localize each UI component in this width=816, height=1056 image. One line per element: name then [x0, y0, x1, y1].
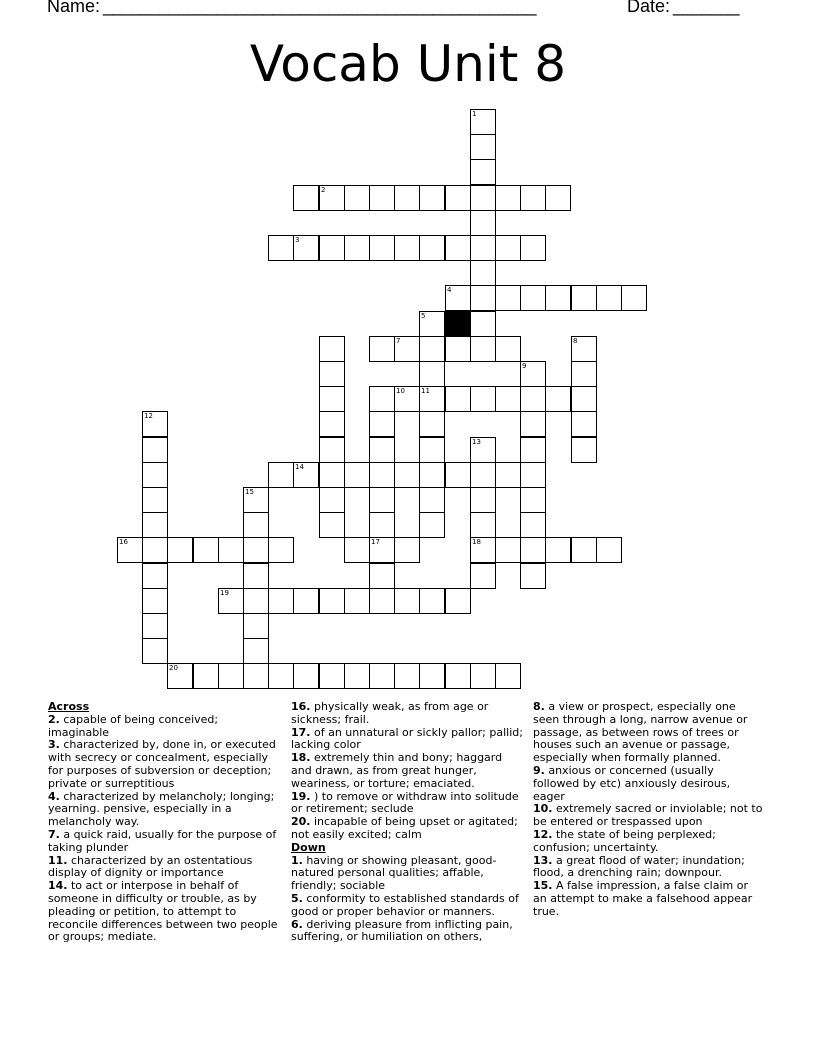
grid-cell[interactable]	[571, 336, 597, 362]
grid-cell[interactable]	[319, 386, 345, 412]
grid-cell[interactable]	[344, 588, 370, 614]
grid-cell[interactable]	[319, 588, 345, 614]
grid-cell[interactable]	[268, 462, 294, 488]
grid-cell[interactable]	[369, 512, 395, 538]
across-clue: 17. of an unnatural or sickly pallor; pallid; lacking color	[291, 725, 523, 752]
down-clue: 15. A false impression, a false claim or an attempt to make a falsehood appear true.	[533, 879, 753, 918]
grid-cell[interactable]	[369, 487, 395, 513]
grid-cell[interactable]	[218, 663, 244, 689]
grid-cell[interactable]	[470, 462, 496, 488]
page-title: Vocab Unit 8	[249, 35, 567, 93]
grid-cell[interactable]	[495, 386, 521, 412]
grid-cell[interactable]	[394, 336, 420, 362]
grid-cell[interactable]	[419, 411, 445, 437]
grid-cell[interactable]	[369, 588, 395, 614]
grid-cell[interactable]	[344, 235, 370, 261]
grid-cell[interactable]	[571, 411, 597, 437]
grid-cell[interactable]	[369, 386, 395, 412]
grid-cell[interactable]	[142, 613, 168, 639]
grid-cell[interactable]	[142, 512, 168, 538]
clue-number: 16	[119, 538, 128, 546]
date-label: Date:	[627, 0, 671, 16]
grid-cell[interactable]	[470, 386, 496, 412]
clue-number: 5	[421, 312, 426, 320]
name-label: Name:	[47, 0, 101, 16]
name-field-line[interactable]: ______________________________________________	[103, 0, 536, 16]
grid-cell[interactable]	[545, 285, 571, 311]
grid-cell[interactable]	[319, 185, 345, 211]
grid-cell[interactable]	[369, 537, 395, 563]
grid-cell[interactable]	[369, 663, 395, 689]
grid-cell[interactable]	[520, 285, 546, 311]
grid-cell[interactable]	[243, 638, 269, 664]
grid-cell[interactable]	[394, 462, 420, 488]
grid-cell[interactable]	[596, 285, 622, 311]
clue-number: 9	[522, 362, 527, 370]
grid-cell[interactable]	[470, 260, 496, 286]
grid-cell[interactable]	[293, 663, 319, 689]
grid-cell[interactable]	[470, 185, 496, 211]
grid-cell[interactable]	[142, 487, 168, 513]
across-clue: 19. ) to remove or withdraw into solitude or retirement; seclude	[291, 789, 519, 816]
grid-cell[interactable]	[470, 563, 496, 589]
grid-cell[interactable]	[268, 588, 294, 614]
grid-cell[interactable]	[495, 663, 521, 689]
clue-number: 19	[220, 589, 229, 597]
grid-cell[interactable]	[419, 487, 445, 513]
grid-cell[interactable]	[470, 663, 496, 689]
clue-number: 1	[472, 110, 477, 118]
grid-cell[interactable]	[520, 512, 546, 538]
grid-cell[interactable]	[369, 462, 395, 488]
grid-cell[interactable]	[243, 588, 269, 614]
grid-cell[interactable]	[344, 663, 370, 689]
clue-number: 17	[371, 538, 380, 546]
grid-cell[interactable]	[545, 185, 571, 211]
grid-cell[interactable]	[394, 235, 420, 261]
grid-cell[interactable]	[495, 537, 521, 563]
grid-cell[interactable]	[571, 285, 597, 311]
grid-cell[interactable]	[520, 487, 546, 513]
grid-cell[interactable]	[319, 336, 345, 362]
grid-cell[interactable]	[520, 386, 546, 412]
grid-cell[interactable]	[571, 437, 597, 463]
grid-cell[interactable]	[293, 462, 319, 488]
grid-cell[interactable]	[419, 512, 445, 538]
grid-cell[interactable]	[394, 386, 420, 412]
grid-cell[interactable]	[142, 537, 168, 563]
grid-cell[interactable]	[243, 563, 269, 589]
clue-number: 18	[472, 538, 481, 546]
grid-cell[interactable]	[520, 537, 546, 563]
clue-number: 8	[573, 337, 578, 345]
grid-cell[interactable]	[319, 235, 345, 261]
grid-cell[interactable]	[470, 210, 496, 236]
grid-cell[interactable]	[142, 411, 168, 437]
clues-column-1	[48, 701, 280, 944]
clue-number: 3	[295, 236, 300, 244]
grid-cell[interactable]	[394, 537, 420, 563]
grid-cell[interactable]	[445, 386, 471, 412]
grid-cell[interactable]	[495, 185, 521, 211]
grid-cell[interactable]	[344, 462, 370, 488]
grid-cell[interactable]	[470, 311, 496, 337]
date-field-line[interactable]: _______	[673, 0, 739, 16]
grid-cell[interactable]	[495, 285, 521, 311]
grid-cell[interactable]	[445, 663, 471, 689]
grid-cell[interactable]	[445, 235, 471, 261]
grid-cell[interactable]	[243, 512, 269, 538]
down-clue: 8. a view or prospect, especially one seen through a long, narrow avenue or passage, as between rows of trees or houses such an avenue or passage, especially when formally planned.	[533, 700, 748, 765]
grid-cell[interactable]	[369, 411, 395, 437]
grid-cell[interactable]	[571, 386, 597, 412]
grid-cell[interactable]	[495, 235, 521, 261]
grid-cell[interactable]	[344, 185, 370, 211]
grid-cell[interactable]	[445, 336, 471, 362]
clues-column-2	[291, 701, 525, 944]
grid-cell[interactable]	[218, 537, 244, 563]
clue-number: 14	[295, 463, 304, 471]
grid-cell[interactable]	[520, 437, 546, 463]
grid-cell[interactable]	[394, 663, 420, 689]
grid-cell[interactable]	[243, 537, 269, 563]
grid-cell[interactable]	[419, 663, 445, 689]
grid-cell[interactable]	[419, 361, 445, 387]
grid-cell[interactable]	[495, 462, 521, 488]
grid-cell[interactable]	[142, 638, 168, 664]
down-clue: 9. anxious or concerned (usually followed by etc) anxiously desirous, eager	[533, 763, 731, 803]
across-clue: 3. characterized by, done in, or executed with secrecy or concealment, especially for purposes of subversion or deception; private or surreptitious	[48, 738, 276, 790]
across-clue: 4. characterized by melancholy; longing; yearning. pensive, especially in a melancholy way.	[48, 789, 275, 829]
grid-cell[interactable]	[319, 663, 345, 689]
across-clue: 14. to act or interpose in behalf of someone in difficulty or trouble, as by pleading or petition, to attempt to reconcile differences between two people or groups; mediate.	[48, 879, 278, 944]
grid-cell[interactable]	[167, 663, 193, 689]
grid-cell[interactable]	[142, 437, 168, 463]
grid-cell[interactable]	[142, 462, 168, 488]
grid-cell[interactable]	[470, 437, 496, 463]
down-clue: 12. the state of being perplexed; confusion; uncertainty.	[533, 827, 716, 854]
clue-number: 12	[144, 412, 153, 420]
grid-cell[interactable]	[293, 185, 319, 211]
grid-cell[interactable]	[142, 588, 168, 614]
grid-cell[interactable]	[520, 411, 546, 437]
grid-cell[interactable]	[319, 437, 345, 463]
grid-cell[interactable]	[621, 285, 647, 311]
grid-cell[interactable]	[218, 588, 244, 614]
grid-cell[interactable]	[520, 185, 546, 211]
grid-cell[interactable]	[193, 537, 219, 563]
grid-cell[interactable]	[319, 512, 345, 538]
grid-cell[interactable]	[470, 235, 496, 261]
grid-cell[interactable]	[344, 537, 370, 563]
grid-cell[interactable]	[545, 537, 571, 563]
grid-cell[interactable]	[470, 487, 496, 513]
grid-cell[interactable]	[470, 537, 496, 563]
grid-cell[interactable]	[470, 159, 496, 185]
clue-number: 15	[245, 488, 254, 496]
grid-cell[interactable]	[117, 537, 143, 563]
grid-cell[interactable]	[419, 185, 445, 211]
grid-cell[interactable]	[470, 336, 496, 362]
grid-cell[interactable]	[293, 235, 319, 261]
clue-number: 13	[472, 438, 481, 446]
grid-cell[interactable]	[470, 109, 496, 135]
clue-number: 20	[169, 664, 178, 672]
clue-number: 11	[421, 387, 430, 395]
grid-cell[interactable]	[319, 487, 345, 513]
across-clue: 18. extremely thin and bony; haggard and drawn, as from great hunger, weariness, or torture; emaciated.	[291, 751, 503, 790]
across-clue: 7. a quick raid, usually for the purpose of taking plunder	[48, 827, 277, 854]
clue-number: 7	[396, 337, 401, 345]
grid-cell[interactable]	[419, 311, 445, 337]
grid-cell[interactable]	[445, 462, 471, 488]
grid-cell[interactable]	[470, 134, 496, 160]
grid-cell[interactable]	[142, 563, 168, 589]
grid-cell[interactable]	[419, 386, 445, 412]
clue-number: 4	[447, 286, 452, 294]
across-clue: 20. incapable of being upset or agitated; not easily excited; calm	[291, 815, 518, 841]
grid-cell[interactable]	[520, 563, 546, 589]
grid-cell[interactable]	[243, 613, 269, 639]
down-clue: 13. a great flood of water; inundation; flood, a drenching rain; downpour.	[533, 853, 745, 880]
grid-cell[interactable]	[419, 437, 445, 463]
grid-cell[interactable]	[419, 462, 445, 488]
down-clue: 1. having or showing pleasant, good-natured personal qualities; affable, friendly; sociable	[291, 853, 497, 893]
grid-cell[interactable]	[445, 588, 471, 614]
down-clue: 5. conformity to established standards of good or proper behavior or manners.	[291, 891, 519, 918]
clue-number: 10	[396, 387, 405, 395]
grid-cell[interactable]	[319, 462, 345, 488]
grid-cell[interactable]	[470, 512, 496, 538]
down-clue: 10. extremely sacred or inviolable; not to be entered or trespassed upon	[533, 802, 763, 829]
grid-cell[interactable]	[319, 361, 345, 387]
grid-cell[interactable]	[419, 235, 445, 261]
grid-cell[interactable]	[520, 361, 546, 387]
grid-cell[interactable]	[445, 285, 471, 311]
across-clue: 16. physically weak, as from age or sickness; frail.	[291, 700, 489, 726]
across-header: Across	[48, 700, 90, 713]
grid-cell[interactable]	[268, 537, 294, 563]
grid-cell[interactable]	[419, 336, 445, 362]
grid-cell[interactable]	[193, 663, 219, 689]
grid-cell[interactable]	[167, 537, 193, 563]
grid-cell[interactable]	[243, 663, 269, 689]
grid-cell[interactable]	[394, 185, 420, 211]
grid-cell[interactable]	[293, 588, 319, 614]
across-clue: 11. characterized by an ostentatious display of dignity or importance	[48, 853, 253, 880]
grid-cell[interactable]	[520, 235, 546, 261]
grid-cell[interactable]	[394, 588, 420, 614]
grid-cell[interactable]	[596, 537, 622, 563]
grid-cell[interactable]	[369, 437, 395, 463]
clue-number: 2	[321, 186, 326, 194]
down-clue: 6. deriving pleasure from inflicting pain, suffering, or humiliation on others,	[291, 917, 513, 944]
grid-cell[interactable]	[419, 588, 445, 614]
grid-cell[interactable]	[520, 462, 546, 488]
grid-cell[interactable]	[545, 386, 571, 412]
grid-cell[interactable]	[268, 235, 294, 261]
grid-cell[interactable]	[243, 487, 269, 513]
grid-cell[interactable]	[369, 235, 395, 261]
grid-cell[interactable]	[445, 185, 471, 211]
grid-cell[interactable]	[571, 537, 597, 563]
clues-column-3	[533, 701, 763, 919]
down-header: Down	[291, 840, 326, 854]
grid-cell[interactable]	[319, 411, 345, 437]
across-clue: 2. capable of being conceived; imaginable	[48, 712, 219, 739]
grid-cell[interactable]	[369, 336, 395, 362]
grid-cell[interactable]	[571, 361, 597, 387]
black-cell	[445, 311, 471, 337]
grid-cell[interactable]	[369, 563, 395, 589]
grid-cell[interactable]	[268, 663, 294, 689]
grid-cell[interactable]	[470, 285, 496, 311]
grid-cell[interactable]	[369, 185, 395, 211]
grid-cell[interactable]	[495, 336, 521, 362]
